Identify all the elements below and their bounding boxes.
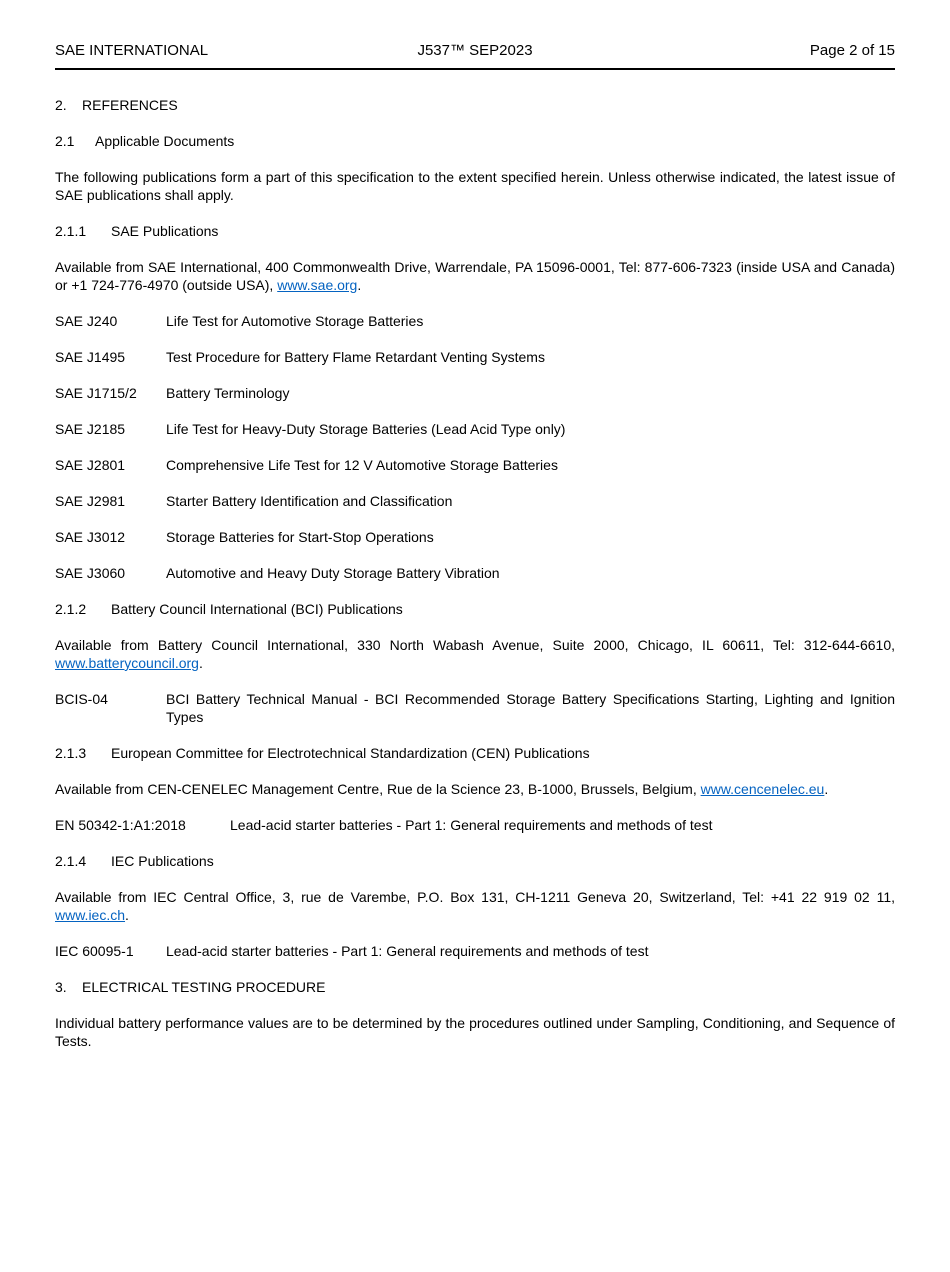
header-page-number: Page 2 of 15 bbox=[809, 42, 895, 59]
header-org: SAE INTERNATIONAL bbox=[55, 42, 209, 59]
section-number: 2.1.4 bbox=[55, 853, 87, 869]
reference-description: Life Test for Heavy-Duty Storage Batteries (Lead Acid Type only) bbox=[166, 421, 566, 437]
section-title: Applicable Documents bbox=[95, 133, 235, 149]
paragraph bbox=[55, 258, 895, 294]
reference-item bbox=[55, 942, 895, 960]
reference-item bbox=[55, 348, 895, 366]
section-number: 3. bbox=[55, 979, 67, 995]
reference-item bbox=[55, 420, 895, 438]
paragraph bbox=[55, 780, 895, 798]
section-title: European Committee for Electrotechnical Standardization (CEN) Publications bbox=[111, 745, 590, 761]
reference-label: SAE J2981 bbox=[55, 493, 126, 509]
section-heading bbox=[55, 96, 895, 114]
reference-description: Storage Batteries for Start-Stop Operations bbox=[166, 529, 434, 545]
reference-label: EN 50342-1:A1:2018 bbox=[55, 817, 186, 833]
reference-item bbox=[55, 456, 895, 474]
reference-description: Lead-acid starter batteries - Part 1: General requirements and methods of test bbox=[166, 943, 649, 959]
paragraph-text: Available from IEC Central Office, 3, rue de Varembe, P.O. Box 131, CH-1211 Geneva 20, Switzerland, Tel: +41 22 919 02 11, bbox=[55, 889, 895, 905]
paragraph-text: The following publications form a part of this specification to the extent specified herein. Unless otherwise indicated, the latest issue of SAE publications shall apply. bbox=[55, 169, 895, 203]
reference-label: SAE J1495 bbox=[55, 349, 126, 365]
reference-description: Life Test for Automotive Storage Batteries bbox=[166, 313, 424, 329]
document-body bbox=[55, 70, 895, 1050]
section-number: 2.1 bbox=[55, 133, 75, 149]
section-heading bbox=[55, 132, 895, 150]
hyperlink[interactable]: www.sae.org bbox=[277, 277, 358, 293]
section-heading bbox=[55, 852, 895, 870]
hyperlink[interactable]: www.iec.ch bbox=[55, 907, 126, 923]
section-number: 2.1.3 bbox=[55, 745, 87, 761]
reference-item bbox=[55, 528, 895, 546]
reference-description: Comprehensive Life Test for 12 V Automotive Storage Batteries bbox=[166, 457, 558, 473]
section-title: ELECTRICAL TESTING PROCEDURE bbox=[82, 979, 326, 995]
section-title: REFERENCES bbox=[82, 97, 178, 113]
reference-item bbox=[55, 384, 895, 402]
section-number: 2. bbox=[55, 97, 67, 113]
reference-item bbox=[55, 564, 895, 582]
reference-description: Test Procedure for Battery Flame Retardant Venting Systems bbox=[166, 349, 545, 365]
hyperlink[interactable]: www.batterycouncil.org bbox=[55, 655, 199, 671]
section-number: 2.1.2 bbox=[55, 601, 87, 617]
reference-description: BCI Battery Technical Manual - BCI Recommended Storage Battery Specifications Starting, Lighting and Ignition Types bbox=[166, 691, 895, 725]
page-header bbox=[55, 42, 895, 70]
section-title: SAE Publications bbox=[111, 223, 219, 239]
section-heading bbox=[55, 744, 895, 762]
reference-label: SAE J2185 bbox=[55, 421, 126, 437]
paragraph bbox=[55, 168, 895, 204]
reference-label: IEC 60095-1 bbox=[55, 943, 134, 959]
reference-item bbox=[55, 492, 895, 510]
reference-item bbox=[55, 312, 895, 330]
paragraph-text: Available from Battery Council International, 330 North Wabash Avenue, Suite 2000, Chicago, IL 60611, Tel: 312-644-6610, bbox=[55, 637, 895, 653]
reference-description: Starter Battery Identification and Classification bbox=[166, 493, 453, 509]
paragraph-text: Available from CEN-CENELEC Management Centre, Rue de la Science 23, B-1000, Brussels, Belgium, bbox=[55, 781, 701, 797]
header-doc-number: J537™ SEP2023 bbox=[417, 42, 533, 59]
section-title: Battery Council International (BCI) Publications bbox=[111, 601, 403, 617]
reference-label: SAE J1715/2 bbox=[55, 385, 137, 401]
reference-label: SAE J240 bbox=[55, 313, 118, 329]
reference-description: Lead-acid starter batteries - Part 1: General requirements and methods of test bbox=[230, 817, 713, 833]
paragraph bbox=[55, 888, 895, 924]
paragraph-text: . bbox=[198, 655, 203, 671]
section-title: IEC Publications bbox=[111, 853, 214, 869]
paragraph bbox=[55, 636, 895, 672]
reference-item bbox=[55, 816, 895, 834]
section-heading bbox=[55, 222, 895, 240]
section-heading bbox=[55, 600, 895, 618]
hyperlink[interactable]: www.cencenelec.eu bbox=[700, 781, 825, 797]
reference-label: SAE J2801 bbox=[55, 457, 126, 473]
reference-description: Automotive and Heavy Duty Storage Battery Vibration bbox=[166, 565, 500, 581]
section-number: 2.1.1 bbox=[55, 223, 87, 239]
reference-label: SAE J3060 bbox=[55, 565, 126, 581]
paragraph-text: . bbox=[824, 781, 829, 797]
paragraph-text: . bbox=[357, 277, 362, 293]
paragraph bbox=[55, 1014, 895, 1050]
section-heading bbox=[55, 978, 895, 996]
reference-description: Battery Terminology bbox=[166, 385, 290, 401]
reference-label: BCIS-04 bbox=[55, 691, 108, 707]
paragraph-text: Individual battery performance values are to be determined by the procedures outlined under Sampling, Conditioning, and Sequence of Tests. bbox=[55, 1015, 895, 1049]
paragraph-text: . bbox=[125, 907, 129, 923]
reference-label: SAE J3012 bbox=[55, 529, 126, 545]
paragraph-text: Available from SAE International, 400 Commonwealth Drive, Warrendale, PA 15096-0001, Tel: 877-606-7323 (inside USA and Canada) or +1 724-776-4970 (outside USA), bbox=[55, 259, 895, 293]
reference-item bbox=[55, 690, 895, 726]
